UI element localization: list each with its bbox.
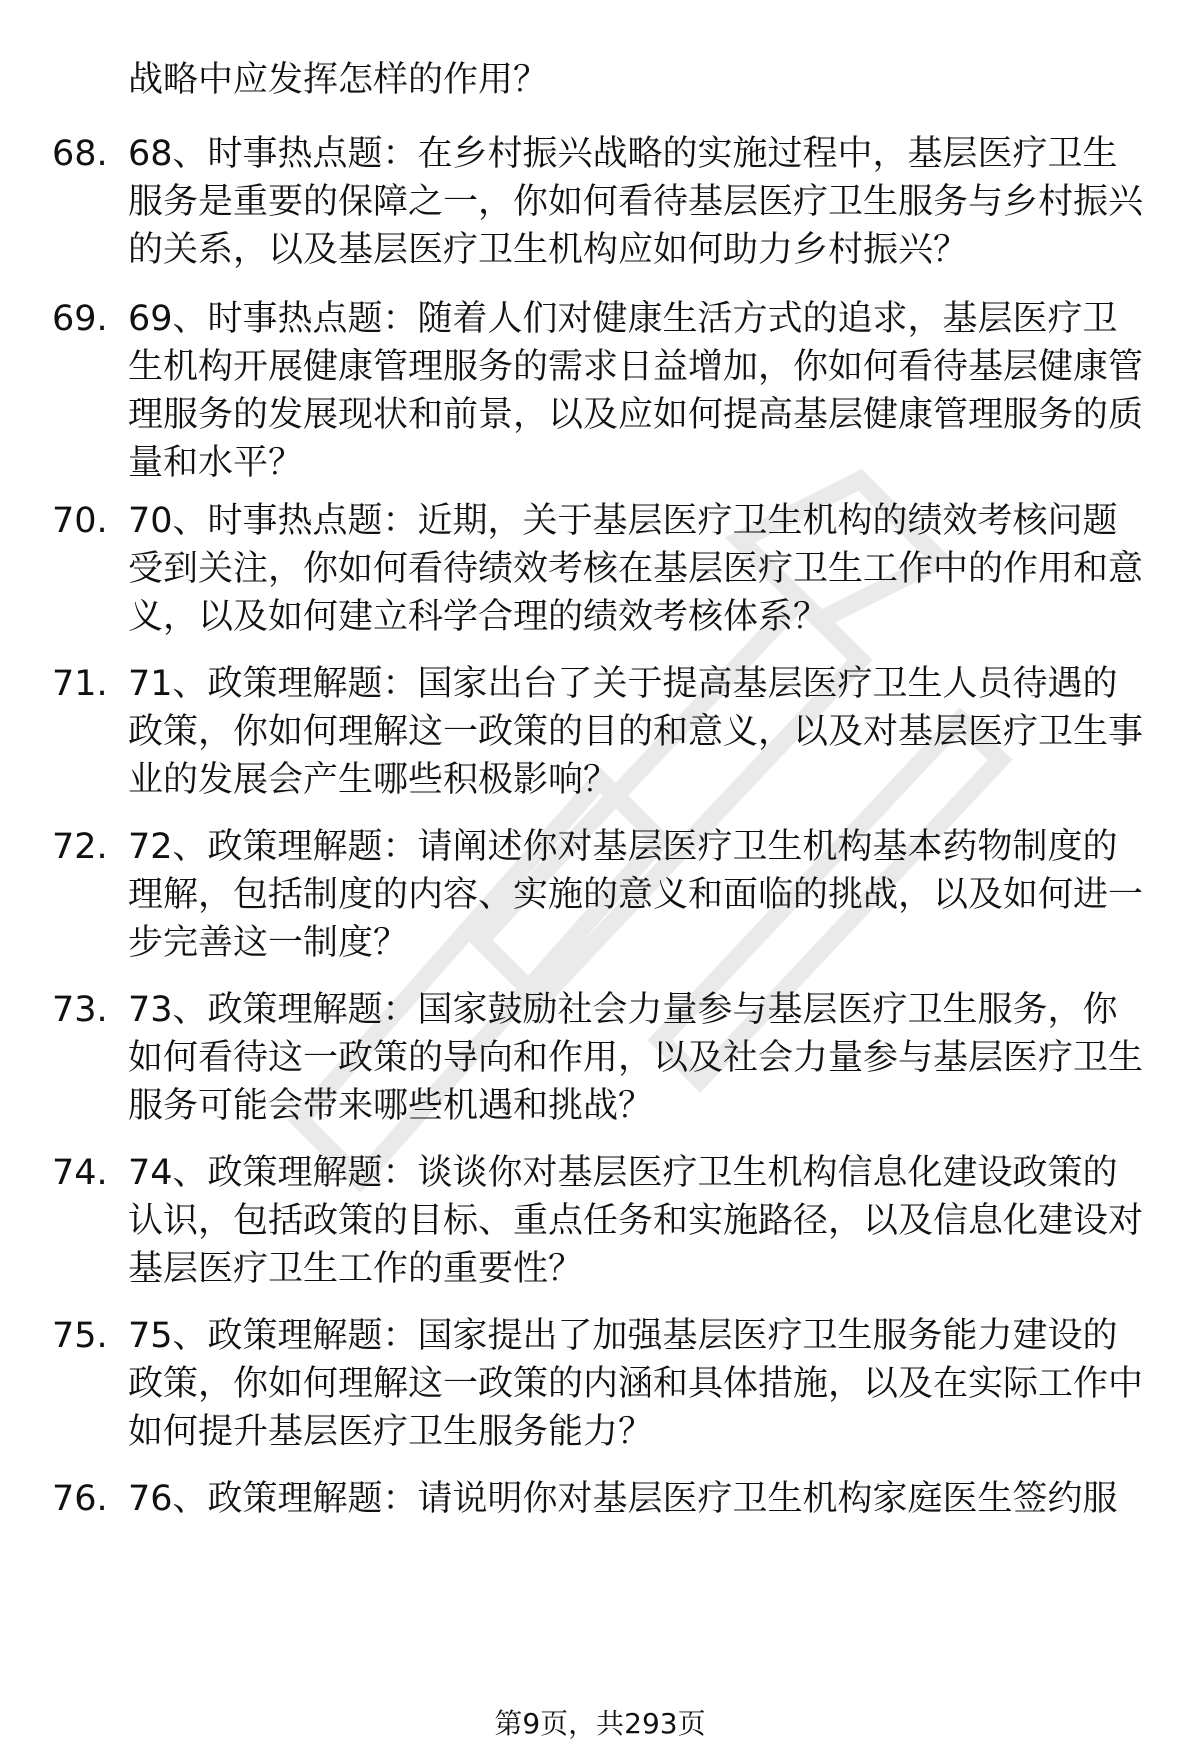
question-text: 70、时事热点题：近期，关于基层医疗卫生机构的绩效考核问题受到关注，你如何看待绩效考核在基层医疗卫生工作中的作用和意义，以及如何建立科学合理的绩效考核体系？ bbox=[128, 501, 1144, 637]
question-text: 74、政策理解题：谈谈你对基层医疗卫生机构信息化建设政策的认识，包括政策的目标、重点任务和实施路径，以及信息化建设对基层医疗卫生工作的重要性？ bbox=[128, 1153, 1144, 1289]
page-footer: 第9页，共293页 bbox=[494, 1707, 706, 1740]
question-text: 69、时事热点题：随着人们对健康生活方式的追求，基层医疗卫生机构开展健康管理服务的需求日益增加，你如何看待基层健康管理服务的发展现状和前景，以及应如何提高基层健康管理服务的质量和水平？ bbox=[128, 299, 1144, 483]
question-text: 72、政策理解题：请阐述你对基层医疗卫生机构基本药物制度的理解，包括制度的内容、实施的意义和面临的挑战，以及如何进一步完善这一制度？ bbox=[128, 827, 1144, 963]
question-number: 70. bbox=[52, 501, 108, 541]
question-number: 76. bbox=[52, 1479, 108, 1519]
question-number: 71. bbox=[52, 664, 108, 704]
question-number: 74. bbox=[52, 1153, 108, 1193]
question-number: 68. bbox=[52, 134, 108, 174]
question-number: 73. bbox=[52, 990, 108, 1030]
question-number: 69. bbox=[52, 299, 108, 339]
question-number: 75. bbox=[52, 1316, 108, 1356]
question-text: 75、政策理解题：国家提出了加强基层医疗卫生服务能力建设的政策，你如何理解这一政策的内涵和具体措施，以及在实际工作中如何提升基层医疗卫生服务能力？ bbox=[128, 1316, 1144, 1452]
question-text: 76、政策理解题：请说明你对基层医疗卫生机构家庭医生签约服 bbox=[128, 1479, 1118, 1519]
question-text: 71、政策理解题：国家出台了关于提高基层医疗卫生人员待遇的政策，你如何理解这一政策的目的和意义，以及对基层医疗卫生事业的发展会产生哪些积极影响？ bbox=[128, 664, 1144, 800]
question-text: 68、时事热点题：在乡村振兴战略的实施过程中，基层医疗卫生服务是重要的保障之一，你如何看待基层医疗卫生服务与乡村振兴的关系，以及基层医疗卫生机构应如何助力乡村振兴？ bbox=[128, 134, 1144, 270]
question-text: 73、政策理解题：国家鼓励社会力量参与基层医疗卫生服务，你如何看待这一政策的导向和作用，以及社会力量参与基层医疗卫生服务可能会带来哪些机遇和挑战？ bbox=[128, 990, 1144, 1126]
question-number: 72. bbox=[52, 827, 108, 867]
continued-question-text: 战略中应发挥怎样的作用？ bbox=[128, 60, 549, 100]
